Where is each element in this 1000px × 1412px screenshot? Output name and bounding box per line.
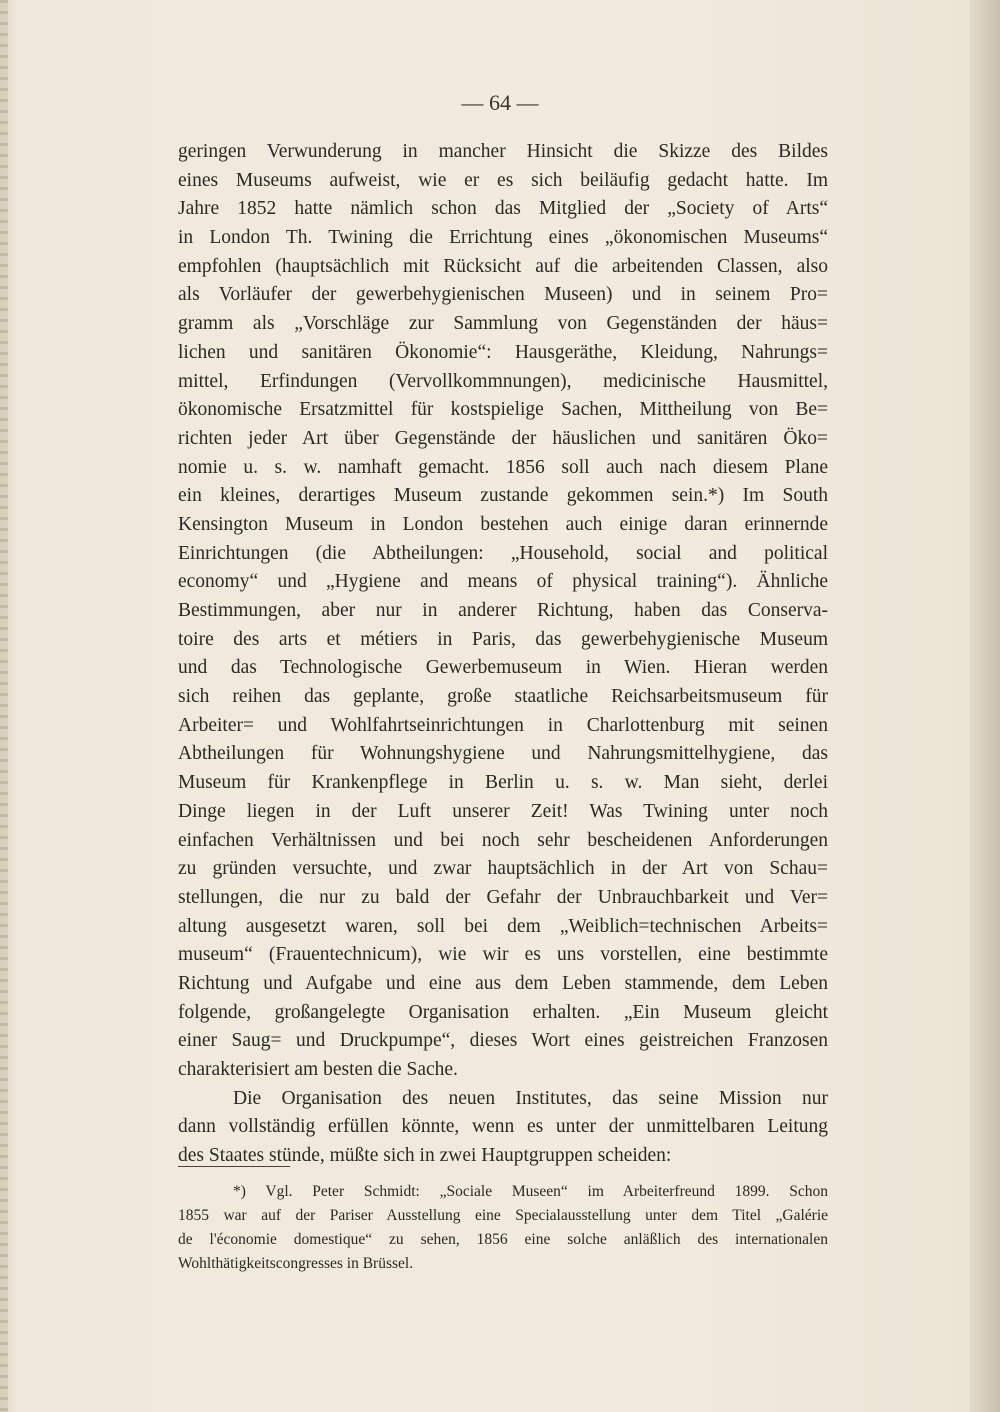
body-line: Abtheilungen für Wohnungshygiene und Nahrungsmittelhygiene, das: [178, 743, 828, 765]
body-line: als Vorläufer der gewerbehygienischen Museen) und in seinem Pro=: [178, 284, 828, 306]
body-line: Jahre 1852 hatte nämlich schon das Mitglied der „Society of Arts“: [178, 198, 828, 220]
body-line: in London Th. Twining die Errichtung eines „ökonomischen Museums“: [178, 227, 828, 249]
body-text: [178, 138, 828, 1171]
body-line: zu gründen versuchte, und zwar hauptsächlich in der Art von Schau=: [178, 858, 828, 880]
binding-gutter: [0, 0, 8, 1412]
body-line: mittel, Erfindungen (Vervollkommnungen), medicinische Hausmittel,: [178, 370, 828, 392]
body-line: Einrichtungen (die Abtheilungen: „Household, social and political: [178, 542, 828, 564]
body-line: gramm als „Vorschläge zur Sammlung von Gegenständen der häus=: [178, 313, 828, 335]
body-line: folgende, großangelegte Organisation erhalten. „Ein Museum gleicht: [178, 1001, 828, 1023]
body-line: empfohlen (hauptsächlich mit Rücksicht auf die arbeitenden Classen, also: [178, 255, 828, 277]
body-line: Arbeiter= und Wohlfahrtseinrichtungen in Charlottenburg mit seinen: [178, 714, 828, 736]
body-line: Kensington Museum in London bestehen auch einige daran erinnernde: [178, 513, 828, 535]
page-edge: [970, 0, 1000, 1412]
footnote: [178, 1180, 828, 1276]
body-line: ökonomische Ersatzmittel für kostspielige Sachen, Mittheilung von Be=: [178, 399, 828, 421]
body-line: nomie u. s. w. namhaft gemacht. 1856 soll auch nach diesem Plane: [178, 456, 828, 478]
footnote-line: 1855 war auf der Pariser Ausstellung eine Specialausstellung unter dem Titel „Galérie: [178, 1207, 828, 1224]
body-line: richten jeder Art über Gegenstände der häuslichen und sanitären Öko=: [178, 427, 828, 449]
body-line: des Staates stünde, müßte sich in zwei Hauptgruppen scheiden:: [178, 1145, 672, 1167]
body-line: geringen Verwunderung in mancher Hinsicht die Skizze des Bildes: [178, 141, 828, 162]
footnote-separator: [178, 1166, 290, 1167]
body-line: Richtung und Aufgabe und eine aus dem Leben stammende, dem Leben: [178, 972, 828, 994]
body-line: Die Organisation des neuen Institutes, das seine Mission nur: [233, 1087, 828, 1109]
body-line: Dinge liegen in der Luft unserer Zeit! Was Twining unter noch: [178, 800, 828, 822]
footnote-line: de l'économie domestique“ zu sehen, 1856 eine solche anläßlich des internationalen: [178, 1231, 828, 1248]
footnote-line: Wohlthätigkeitscongresses in Brüssel.: [178, 1255, 414, 1272]
body-line: altung ausgesetzt waren, soll bei dem „Weiblich=technischen Arbeits=: [178, 915, 828, 937]
body-line: sich reihen das geplante, große staatliche Reichsarbeitsmuseum für: [178, 686, 828, 708]
body-line: ein kleines, derartiges Museum zustande gekommen sein.*) Im South: [178, 485, 828, 507]
body-line: lichen und sanitären Ökonomie“: Hausgeräthe, Kleidung, Nahrungs=: [178, 341, 828, 363]
body-line: stellungen, die nur zu bald der Gefahr der Unbrauchbarkeit und Ver=: [178, 886, 828, 908]
body-line: dann vollständig erfüllen könnte, wenn es unter der unmittelbaren Leitung: [178, 1116, 828, 1138]
body-line: eines Museums aufweist, wie er es sich beiläufig gedacht hatte. Im: [178, 169, 828, 191]
body-line: einfachen Verhältnissen und bei noch sehr bescheidenen Anforderungen: [178, 829, 828, 851]
body-line: und das Technologische Gewerbemuseum in Wien. Hieran werden: [178, 657, 828, 679]
body-line: charakterisiert am besten die Sache.: [178, 1059, 458, 1080]
page-number: — 64 —: [461, 90, 539, 115]
body-line: Bestimmungen, aber nur in anderer Richtung, haben das Conserva-: [178, 600, 828, 621]
footnote-line: *) Vgl. Peter Schmidt: „Sociale Museen“ im Arbeiterfreund 1899. Schon: [233, 1183, 828, 1200]
body-line: Museum für Krankenpflege in Berlin u. s. w. Man sieht, derlei: [178, 772, 828, 794]
body-line: einer Saug= und Druckpumpe“, dieses Wort eines geistreichen Franzosen: [178, 1030, 828, 1052]
body-line: economy“ und „Hygiene and means of physical training“). Ähnliche: [178, 571, 828, 593]
body-line: toire des arts et métiers in Paris, das gewerbehygienische Museum: [178, 628, 828, 650]
body-line: museum“ (Frauentechnicum), wie wir es uns vorstellen, eine bestimmte: [178, 944, 828, 966]
